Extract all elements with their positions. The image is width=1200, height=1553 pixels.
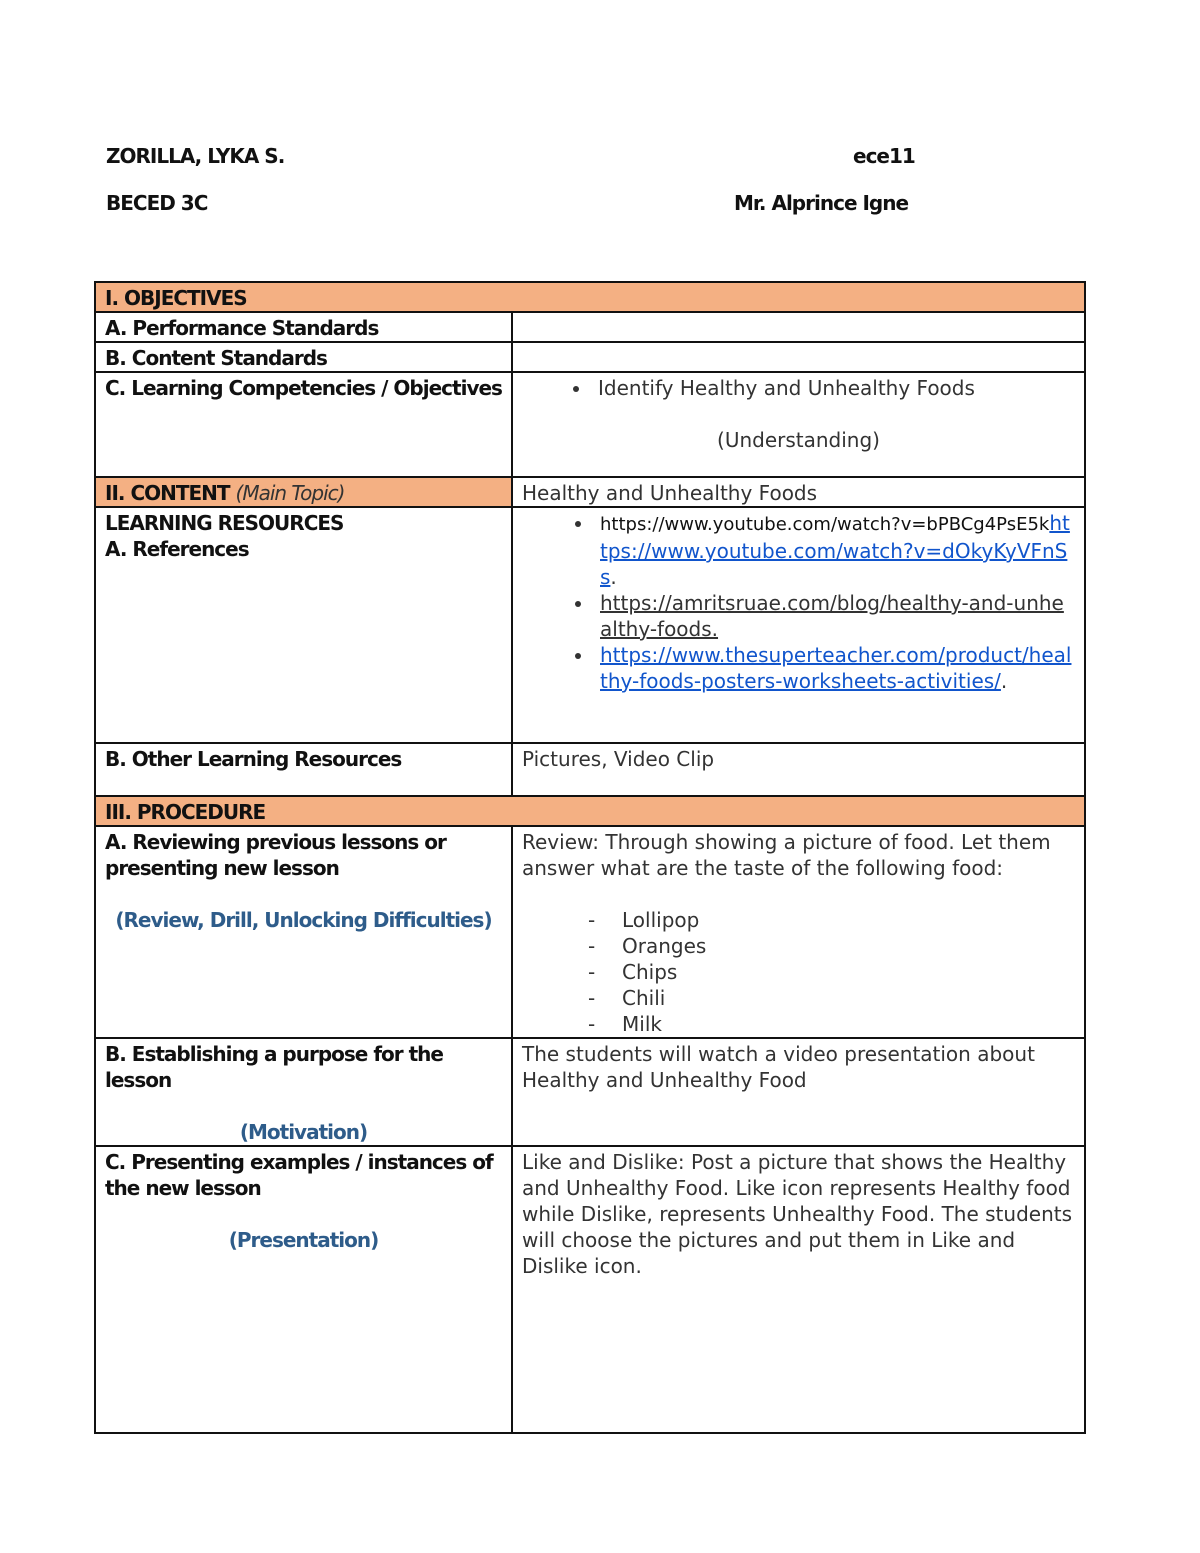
content-topic: Healthy and Unhealthy Foods [512,477,1085,507]
references-row [95,507,1085,743]
list-item: - Oranges [622,933,1075,959]
student-name: ZORILLA, LYKA S. [106,144,285,168]
procedure-b-label: B. Establishing a purpose for the lesson [105,1042,443,1092]
procedure-b-sub: (Motivation) [239,1120,368,1144]
procedure-a-label: A. Reviewing previous lessons or presenting new lesson [105,830,446,880]
competencies-row [95,372,1085,477]
taste-list [522,907,1075,1037]
procedure-a-row [95,826,1085,1038]
references-cell [95,507,512,743]
procedure-a-text: Review: Through showing a picture of food. Let them answer what are the taste of the following food: [522,830,1051,880]
reference-item: • https://www.youtube.com/watch?v=bPBCg4PsE5khttps://www.youtube.com/watch?v=dOkyKyVFnSs. [594,510,1075,590]
course-code: ece11 [853,144,915,168]
references-list [512,507,1085,743]
section-label: BECED 3C [106,191,208,215]
procedure-c-sub: (Presentation) [228,1228,379,1252]
procedure-c-text: Like and Dislike: Post a picture that shows the Healthy and Unhealthy Food. Like icon represents Healthy food while Dislike, represents Unhealthy Food. The students will choose the pictures and put them in Like and Dislike icon. [512,1146,1085,1433]
content-row [95,477,1085,507]
competencies-value [512,372,1085,477]
content-standards-value [512,342,1085,372]
reference-item [594,590,1075,642]
content-heading-text: II. CONTENT [105,481,230,505]
lesson-plan-table [94,281,1086,1434]
competency-item: • Identify Healthy and Unhealthy Foods [592,375,1075,401]
objectives-heading: I. OBJECTIVES [95,282,1085,312]
references-label: A. References [105,537,249,561]
procedure-a-cell [95,826,512,1038]
other-resources-value: Pictures, Video Clip [512,743,1085,796]
content-standards-label: B. Content Standards [95,342,512,372]
content-heading [95,477,512,507]
content-standards-row [95,342,1085,372]
procedure-b-row [95,1038,1085,1146]
learning-resources-heading: LEARNING RESOURCES [105,511,344,535]
instructor-name: Mr. Alprince Igne [734,191,909,215]
list-item: - Milk [622,1011,1075,1037]
reference-3-link[interactable]: https://www.thesuperteacher.com/product/healthy-foods-posters-worksheets-activities/ [600,643,1072,693]
list-item: - Chili [622,985,1075,1011]
other-resources-row [95,743,1085,796]
competency-level: (Understanding) [717,428,880,452]
competencies-label: C. Learning Competencies / Objectives [95,372,512,477]
content-heading-note: (Main Topic) [235,481,345,505]
other-resources-label: B. Other Learning Resources [95,743,512,796]
procedure-c-cell [95,1146,512,1433]
objectives-row [95,282,1085,312]
reference-2-link[interactable]: https://amritsruae.com/blog/healthy-and-unhealthy-foods. [600,591,1064,641]
procedure-c-label: C. Presenting examples / instances of the new lesson [105,1150,493,1200]
list-item: - Lollipop [622,907,1075,933]
procedure-c-row [95,1146,1085,1433]
procedure-b-text: The students will watch a video presentation about Healthy and Unhealthy Food [512,1038,1085,1146]
procedure-b-cell [95,1038,512,1146]
performance-standards-label: A. Performance Standards [95,312,512,342]
reference-1-text: https://www.youtube.com/watch?v=bPBCg4PsE5k [600,514,1050,535]
procedure-a-sub: (Review, Drill, Unlocking Difficulties) [115,908,492,932]
procedure-a-content [512,826,1085,1038]
procedure-heading: III. PROCEDURE [95,796,1085,826]
performance-standards-value [512,312,1085,342]
list-item: - Chips [622,959,1075,985]
performance-standards-row [95,312,1085,342]
procedure-row [95,796,1085,826]
reference-1-link[interactable]: https://www.youtube.com/watch?v=dOkyKyVFnSs [600,511,1070,589]
reference-item: • https://www.thesuperteacher.com/product/healthy-foods-posters-worksheets-activities/. [594,642,1075,694]
